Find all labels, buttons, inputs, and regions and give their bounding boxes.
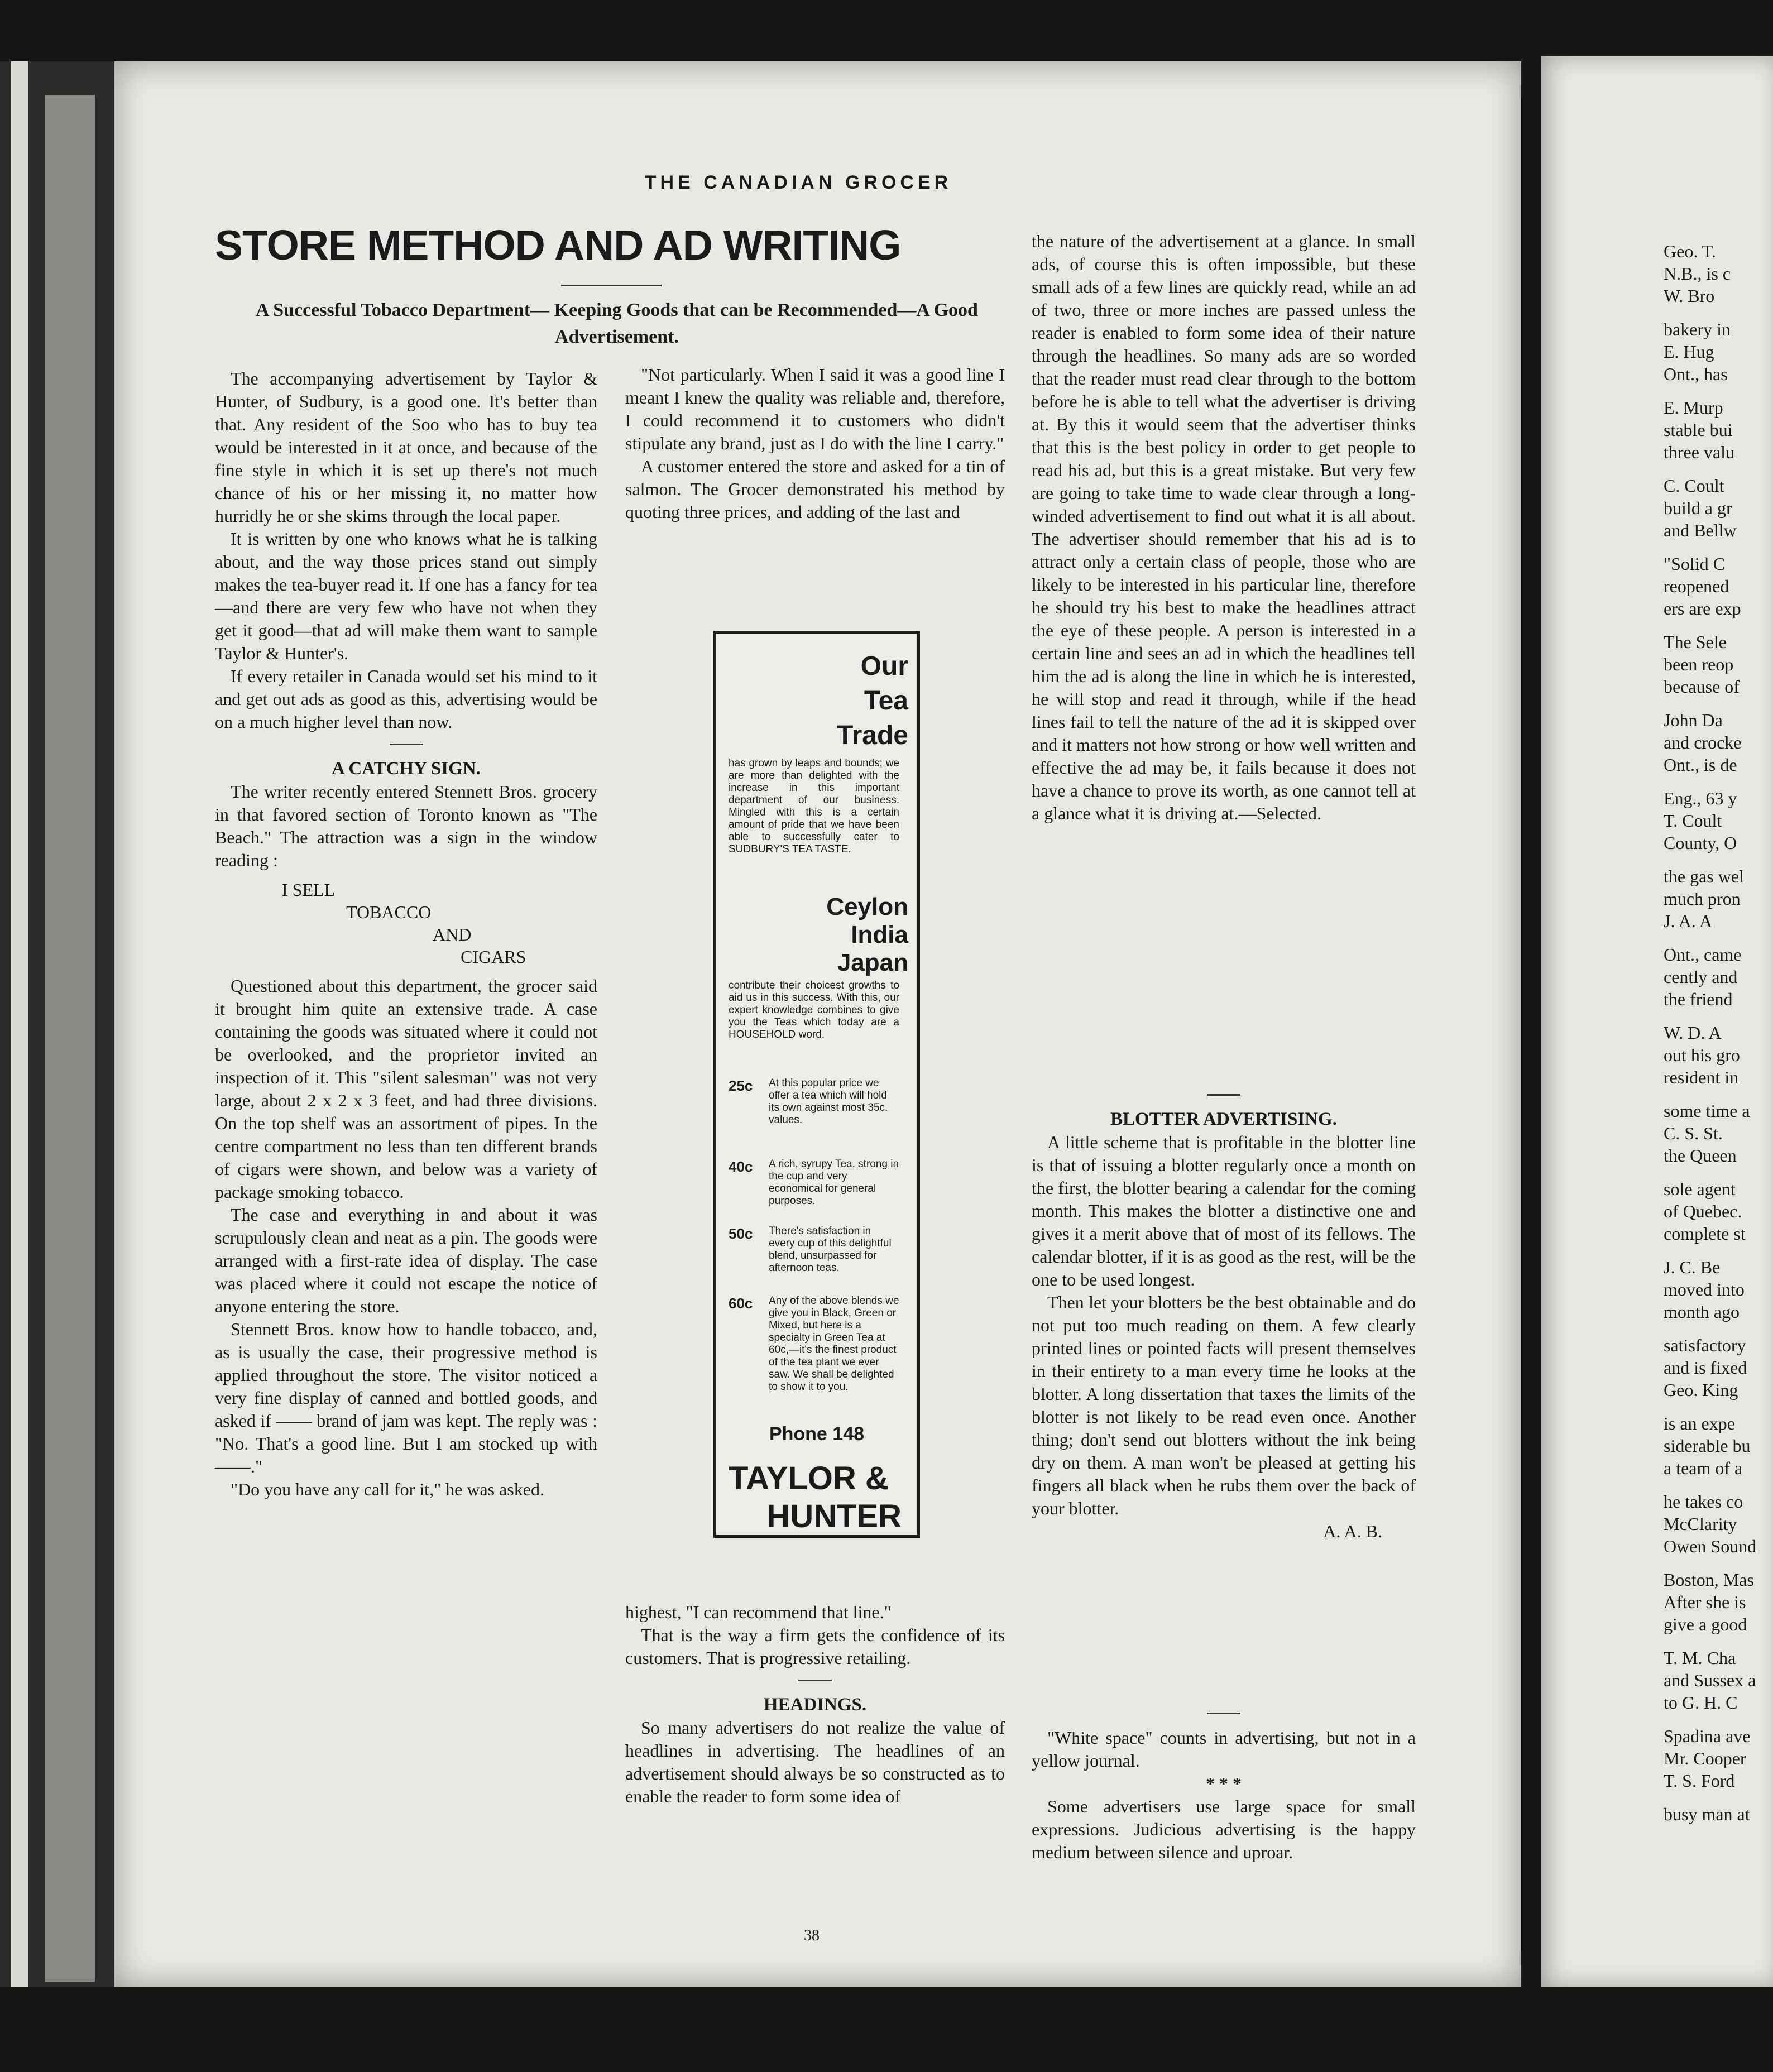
paragraph: That is the way a firm gets the confidence of its customers. That is progressive retailing. [625, 1625, 1005, 1668]
title-rule [561, 285, 662, 286]
facing-page-line: and is fixed [1664, 1358, 1747, 1378]
price-value: 50c [729, 1225, 753, 1242]
facing-page-line: County, O [1664, 833, 1737, 853]
paragraph: Questioned about this department, the grocer said it brought him quite an extensive trade. A case containing the goods was situated where it could not be overlooked, and the proprietor invited an inspection of it. This "silent salesman" was not very large, about 2 x 2 x 3 feet, and had three divisions. On the top shelf was an assortment of pipes. In the centre compartment no less than ten different brands of cigars were shown, and below was a variety of package smoking tobacco. [215, 976, 597, 1202]
facing-page-line: siderable bu [1664, 1436, 1751, 1456]
ad-origins [741, 893, 908, 977]
facing-page-line: "Solid C [1664, 554, 1725, 574]
adjacent-binding [0, 61, 114, 1987]
facing-page-line: T. M. Cha [1664, 1648, 1736, 1668]
sign-line: I SELL [282, 880, 336, 900]
paragraph: It is written by one who knows what he is talking about, and the way those prices stand out simply makes the tea-buyer read it. If one has a fancy for tea—and there are very few who have not when they get it good—that ad will make them want to sample Taylor & Hunter's. [215, 529, 597, 663]
paragraph: Some advertisers use large space for small expressions. Judicious advertising is the happy medium between silence and uproar. [1032, 1796, 1416, 1862]
facing-page-line: busy man at [1664, 1804, 1750, 1824]
facing-page-line: Boston, Mas [1664, 1570, 1754, 1590]
facing-page-line: Eng., 63 y [1664, 788, 1737, 808]
sign-line: TOBACCO [346, 902, 432, 922]
section-heading-headings: HEADINGS. [763, 1695, 867, 1715]
facing-page-line: W. Bro [1664, 286, 1715, 306]
facing-page-line: T. Coult [1664, 810, 1722, 831]
separator-stars: * * * [1206, 1773, 1242, 1793]
facing-page-line: a team of a [1664, 1458, 1743, 1478]
column-3-top [1032, 230, 1416, 825]
facing-page-line: much pron [1664, 889, 1741, 909]
facing-page-line: complete st [1664, 1224, 1746, 1244]
paragraph: A little scheme that is profitable in the blotter line is that of issuing a blotter regularly once a month on the first, the blotter bearing a calendar for the coming month. This makes the blotter a distinctive one and gives it a merit above that of most of its fellows. The calendar blotter, if it is as good as the rest, will be the one to be used longest. [1032, 1132, 1416, 1289]
paragraph: "White space" counts in advertising, but not in a yellow journal. [1032, 1728, 1416, 1771]
paragraph: If every retailer in Canada would set his mind to it and get out ads as good as this, advertising would be on a much higher level than now. [215, 666, 597, 732]
facing-page-line: build a gr [1664, 498, 1732, 518]
paragraph: A customer entered the store and asked for a tin of salmon. The Grocer demonstrated his method by quoting three prices, and adding of the last and [625, 456, 1005, 522]
firm-line: TAYLOR & [729, 1460, 889, 1497]
facing-page-line: bakery in [1664, 319, 1731, 339]
facing-page-line: C. Coult [1664, 476, 1724, 496]
facing-page-line: some time a [1664, 1101, 1750, 1121]
facing-page-line: resident in [1664, 1067, 1739, 1087]
ad-origin-line: Japan [837, 949, 908, 976]
facing-page-line: The Sele [1664, 632, 1727, 652]
article-deck: A Successful Tobacco Department— Keeping Goods that can be Recommended—A Good Advertisement. [256, 300, 978, 347]
facing-page-line: the gas wel [1664, 866, 1744, 886]
facing-page-line: because of [1664, 677, 1740, 697]
facing-page-line: out his gro [1664, 1045, 1740, 1065]
facing-page-line: E. Hug [1664, 342, 1714, 362]
paragraph: highest, "I can recommend that line." [625, 1602, 892, 1622]
ad-firm-name [729, 1460, 902, 1536]
facing-page-line: Geo. King [1664, 1380, 1738, 1400]
article-title: STORE METHOD AND AD WRITING [215, 222, 901, 268]
paragraph: So many advertisers do not realize the value of headlines in advertising. The headlines of an advertisement should always be so constructed as to enable the reader to form some idea of [625, 1718, 1005, 1806]
running-head: THE CANADIAN GROCER [644, 172, 952, 193]
facing-page-line: E. Murp [1664, 397, 1723, 418]
facing-page-line: three valu [1664, 442, 1735, 462]
facing-page-line: give a good [1664, 1614, 1747, 1634]
facing-page-line: of Quebec. [1664, 1201, 1742, 1221]
facing-page-line: N.B., is c [1664, 263, 1731, 284]
binding-strip [11, 61, 28, 1987]
sign-line: CIGARS [461, 947, 526, 967]
facing-page-line: Owen Sound [1664, 1536, 1757, 1556]
price-description: At this popular price we offer a tea which will hold its own against most 35c. values. [769, 1077, 888, 1126]
section-heading-blotter: BLOTTER ADVERTISING. [1110, 1109, 1337, 1129]
ad-headline-line: Trade [836, 721, 908, 750]
facing-page-line: he takes co [1664, 1491, 1743, 1512]
facing-page-line: Ont., is de [1664, 755, 1737, 775]
facing-page-text [1664, 240, 1773, 1825]
ad-headline [741, 649, 908, 753]
facing-page-line: John Da [1664, 710, 1723, 730]
author-signature: A. A. B. [1323, 1521, 1382, 1541]
firm-line: HUNTER [766, 1498, 902, 1534]
facing-page-line: cently and [1664, 967, 1738, 987]
ad-origins-text: contribute their choicest growths to aid us in this success. With this, our expert knowledge combines to give you the Teas which today are a HOUSEHOLD word. [729, 980, 899, 1040]
facing-page-line: the friend [1664, 989, 1733, 1009]
paragraph: Then let your blotters be the best obtainable and do not put too much reading on them. A few clearly printed lines or pointed facts will present themselves in their entirety to a man every time he looks at the blotter. A long dissertation that taxes the limits of the blotter is not likely to be read even once. Another thing; don't send out blotters without the ink being dry on them. A man won't be pleased at getting his fingers all black when he rubs them over the back of your blotter. [1032, 1292, 1416, 1518]
facing-page-line: is an expe [1664, 1413, 1735, 1433]
paragraph: Stennett Bros. know how to handle tobacco, and, as is usually the case, their progressive method is applied throughout the store. The visitor noticed a very fine display of canned and bottled goods, and asked if —— brand of jam was kept. The reply was : "No. That's a good line. But I am stocked up with ——." [215, 1319, 597, 1476]
binding-shadow [45, 95, 95, 1982]
column-1 [215, 367, 597, 1501]
section-heading-catchy-sign: A CATCHY SIGN. [332, 759, 481, 779]
section-rule [390, 744, 423, 745]
facing-page-line: Mr. Cooper [1664, 1748, 1746, 1768]
facing-page-line: ers are exp [1664, 598, 1741, 618]
facing-page-line: C. S. St. [1664, 1123, 1723, 1143]
ad-origin-line: India [851, 921, 908, 948]
facing-page-line: Ont., came [1664, 944, 1742, 965]
facing-page-line: sole agent [1664, 1179, 1736, 1199]
price-description: There's satisfaction in every cup of this delightful blend, unsurpassed for afternoon teas. [769, 1225, 892, 1274]
price-value: 25c [729, 1077, 753, 1094]
ad-origin-line: Ceylon [826, 893, 908, 920]
tea-advertisement [713, 631, 920, 1538]
column-3-middle [1032, 1094, 1416, 1543]
paragraph: "Do you have any call for it," he was asked. [231, 1479, 544, 1499]
ad-phone: Phone 148 [769, 1423, 865, 1445]
column-3-bottom [1032, 1713, 1416, 1864]
column-2-top [625, 363, 1005, 524]
section-rule [1207, 1713, 1240, 1714]
facing-page-line: Ont., has [1664, 364, 1728, 384]
facing-page-line: satisfactory [1664, 1335, 1746, 1355]
facing-page-line: moved into [1664, 1279, 1745, 1299]
paragraph: The accompanying advertisement by Taylor & Hunter, of Sudbury, is a good one. It's better than that. Any resident of the Soo who has to buy tea would be interested in it at once, and because of the fine style in which it is set up there's not much chance of his or her missing it, no matter how hurridly he or she skims through the local paper. [215, 368, 597, 526]
section-rule [798, 1680, 832, 1681]
ad-intro-text: has grown by leaps and bounds; we are more than delighted with the increase in this important department of our business. Mingled with this is a certain amount of pride that we have been able to successfully cater to SUDBURY'S TEA TASTE. [729, 757, 899, 855]
facing-page-line: McClarity [1664, 1514, 1737, 1534]
facing-page-line: and Bellw [1664, 520, 1737, 540]
paragraph: "Not particularly. When I said it was a good line I meant I knew the quality was reliable and, therefore, I could recommend it to customers who didn't stipulate any brand, just as I do with the line I carry." [625, 364, 1005, 453]
paragraph: the nature of the advertisement at a glance. In small ads, of course this is often impossible, but these small ads of a few lines are quickly read, while an ad of two, three or more inches are passed unless the reader is enabled to form some idea of their nature through the headlines. So many ads are so worded that the reader must read clear through to the bottom before he is able to tell what the advertiser is driving at. By this it would seem that the advertiser thinks that this is the best policy in order to get people to read his ad, but this is a great mistake. But very few are going to take time to wade clear through a long-winded advertisement to find out what it is all about. The advertiser should remember that his ad is to attract only a certain class of people, those who are likely to be interested in his particular line, therefore he should try his best to make the headlines attract the eye of these people. A person is interested in a certain line and sees an ad in which the headlines tell him the ad is along the line in which he is interested, he will stop and read it through, while if the head lines fail to tell the nature of the ad it is skipped over and it matters not how strong or how well written and effective the ad may be, it fails because it does not have a chance to prove its worth, as one cannot tell at a glance what it is driving at.—Selected. [1032, 231, 1416, 823]
window-sign [215, 879, 597, 968]
facing-page-line: reopened [1664, 576, 1729, 596]
facing-page-line: Geo. T. [1664, 241, 1716, 261]
facing-page-line: and Sussex a [1664, 1670, 1756, 1690]
ad-headline-line: Our [860, 651, 908, 681]
facing-page-line: been reop [1664, 654, 1734, 674]
price-description: A rich, syrupy Tea, strong in the cup and very economical for general purposes. [769, 1158, 899, 1207]
facing-page-line: T. S. Ford [1664, 1771, 1735, 1791]
facing-page-line: J. C. Be [1664, 1257, 1721, 1277]
paragraph: The writer recently entered Stennett Bros. grocery in that favored section of Toronto known as "The Beach." The attraction was a sign in the window reading : [215, 781, 597, 870]
column-2-bottom [625, 1601, 1005, 1808]
facing-page-line: month ago [1664, 1302, 1740, 1322]
facing-page-line: stable bui [1664, 420, 1733, 440]
facing-page-line: the Queen [1664, 1145, 1737, 1166]
facing-page-line: After she is [1664, 1592, 1746, 1612]
paragraph: The case and everything in and about it was scrupulously clean and neat as a pin. The goods were arranged with a first-rate idea of display. The case was placed where it could not escape the notice of anyone entering the store. [215, 1205, 597, 1316]
facing-page-line: J. A. A [1664, 911, 1713, 931]
ad-headline-line: Tea [864, 686, 908, 716]
price-description: Any of the above blends we give you in Black, Green or Mixed, but here is a specialty in Green Tea at 60c,—it's the finest product of the tea plant we ever saw. We shall be delighted to show it to you. [769, 1295, 899, 1393]
price-value: 60c [729, 1295, 753, 1312]
sign-line: AND [433, 924, 472, 944]
section-rule [1207, 1094, 1240, 1096]
facing-page-line: and crocke [1664, 732, 1742, 752]
price-value: 40c [729, 1158, 753, 1175]
facing-page-line: W. D. A [1664, 1023, 1722, 1043]
page-number: 38 [804, 1927, 820, 1944]
facing-page-line: Spadina ave [1664, 1726, 1751, 1746]
facing-page-line: to G. H. C [1664, 1692, 1738, 1713]
